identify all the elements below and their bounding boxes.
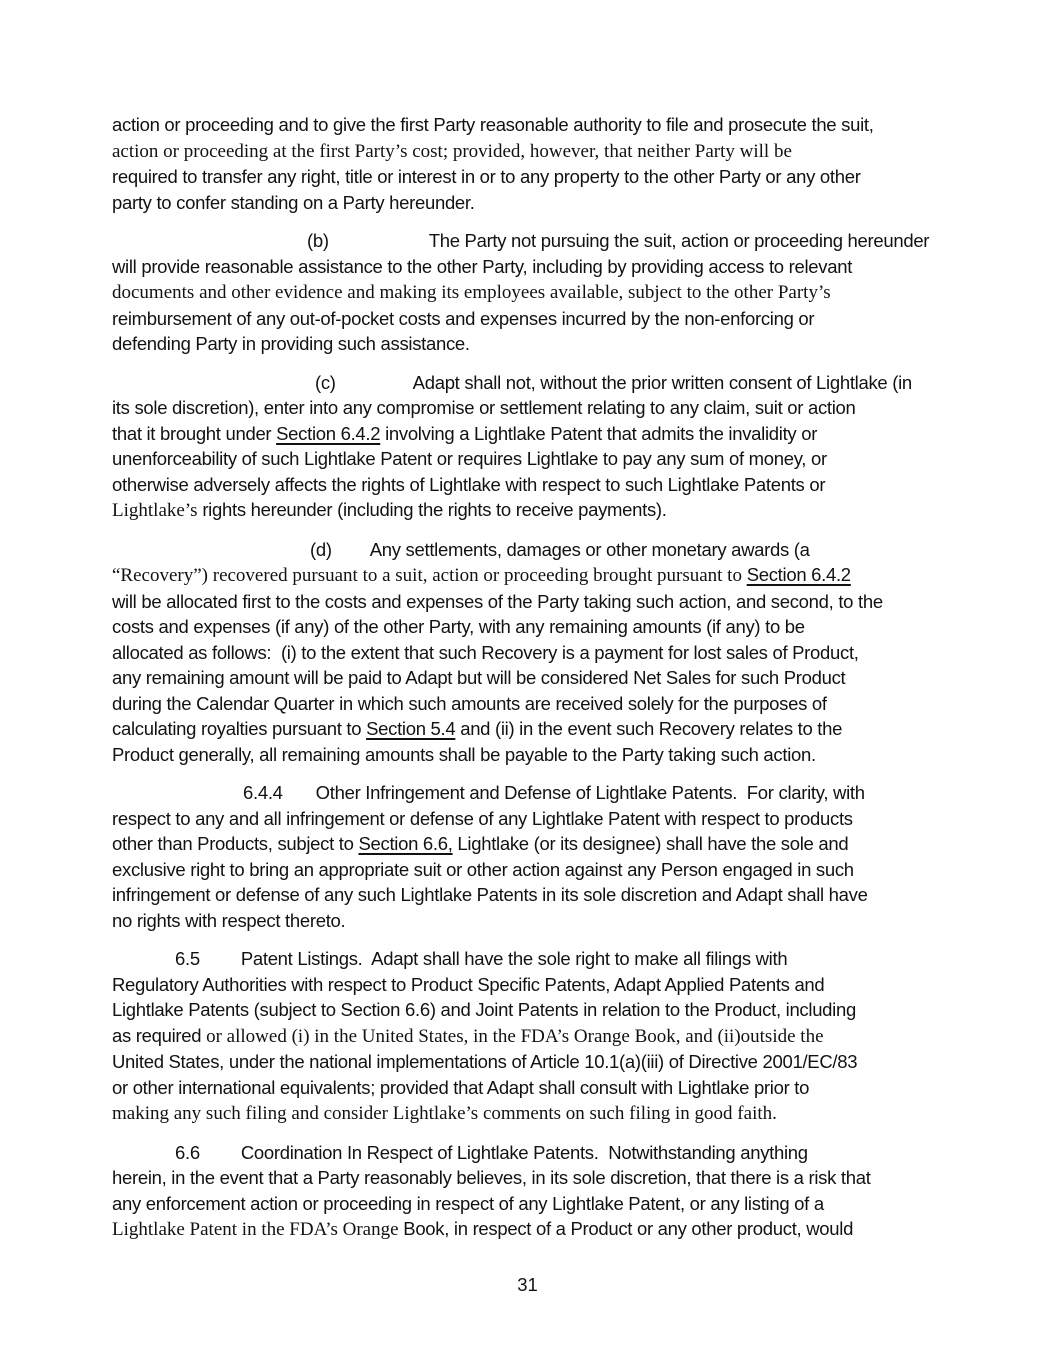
text-line (112, 1023, 962, 1050)
text-run: action or proceeding and to give the first Party reasonable authority to file and prosecute the suit, (112, 114, 874, 135)
tab-spacer (112, 388, 315, 389)
text-run: required to transfer any right, title or interest in or to any property to the other Party or any other (112, 166, 861, 187)
tab-spacer (332, 555, 370, 556)
text-run: infringement or defense of any such Lightlake Patents in its sole discretion and Adapt shall have (112, 884, 868, 905)
text-line (112, 831, 962, 857)
text-line (112, 497, 962, 524)
text-line (112, 164, 962, 190)
text-run: costs and expenses (if any) of the other Party, with any remaining amounts (if any) to be (112, 616, 805, 637)
paragraph (112, 537, 962, 768)
text-line (112, 254, 962, 280)
text-run: defending Party in providing such assistance. (112, 333, 470, 354)
text-run: 6.6 (175, 1141, 200, 1163)
text-line (112, 1075, 962, 1101)
text-run: unenforceability of such Lightlake Patent or requires Lightlake to pay any sum of money, or (112, 448, 827, 469)
section-reference: Section 6.4.2 (276, 422, 381, 444)
text-run: United States, under the national implementations of Article 10.1(a)(iii) of Directive 2001/EC/83 (112, 1051, 858, 1072)
text-line (112, 138, 962, 165)
paragraph (112, 1140, 962, 1243)
text-line (112, 665, 962, 691)
text-line (112, 1216, 962, 1243)
text-line (112, 537, 962, 563)
tab-spacer (112, 246, 307, 247)
text-line (112, 691, 962, 717)
text-line (112, 806, 962, 832)
text-run: otherwise adversely affects the rights of Lightlake with respect to such Lightlake Patents or (112, 473, 826, 495)
text-run: or other international equivalents; provided that Adapt shall consult with Lightlake prior to (112, 1076, 810, 1098)
text-run: will be allocated first to the costs and expenses of the Party taking such action, and second, to the (112, 590, 883, 612)
text-run: Patent Listings. Adapt shall have the sole right to make all filings with (240, 948, 788, 969)
text-run: no rights with respect thereto. (112, 909, 346, 931)
text-run: exclusive right to bring an appropriate suit or other action against any Person engaged in such (112, 858, 854, 880)
text-line (112, 614, 962, 640)
text-line (112, 190, 962, 216)
text-run: Lightlake’s (112, 500, 198, 521)
text-line (112, 331, 962, 357)
text-run: and (ii) in the event such Recovery relates to the (455, 718, 843, 739)
text-run: The Party not pursuing the suit, action or proceeding hereunder (428, 230, 930, 251)
text-line (112, 421, 962, 447)
text-line (112, 589, 962, 615)
text-run: reimbursement of any out-of-pocket costs and expenses incurred by the non-enforcing or (112, 307, 815, 329)
paragraph (112, 228, 962, 357)
text-run: respect to any and all infringement or defense of any Lightlake Patent with respect to products (112, 807, 853, 829)
text-run: party to confer standing on a Party hereunder. (112, 191, 475, 213)
text-line (112, 306, 962, 332)
text-run: as required (112, 1024, 207, 1046)
text-line (112, 228, 962, 254)
text-run: making any such filing and consider Lightlake’s comments on such filing in good faith. (112, 1103, 777, 1124)
text-line (112, 742, 962, 768)
text-run: Lightlake Patent in the FDA’s Orange (112, 1219, 404, 1240)
text-line (112, 882, 962, 908)
text-line (112, 1140, 962, 1166)
text-line (112, 780, 962, 806)
text-run: any remaining amount will be paid to Adapt but will be considered Net Sales for such Product (112, 667, 846, 688)
text-line (112, 1049, 962, 1075)
tab-spacer (112, 964, 175, 965)
tab-spacer (112, 798, 243, 799)
text-line (112, 946, 962, 972)
text-line (112, 640, 962, 666)
text-run: Adapt shall not, without the prior written consent of Lightlake (in (412, 371, 912, 393)
text-run: that it brought under (112, 422, 277, 444)
text-run: or allowed (i) in the United States, in the FDA’s Orange Book, and (ii)outside the (206, 1025, 824, 1047)
paragraph (112, 370, 962, 524)
text-line (112, 562, 962, 589)
text-run: Product generally, all remaining amounts shall be payable to the Party taking such action. (112, 743, 816, 765)
page-number: 31 (517, 1274, 538, 1295)
text-run: 6.5 (175, 948, 200, 969)
text-run: Lightlake (or its designee) shall have the sole and (452, 833, 849, 854)
text-run: calculating royalties pursuant to (112, 718, 367, 739)
paragraph (112, 112, 962, 215)
text-line (112, 997, 962, 1023)
text-run: Other Infringement and Defense of Lightlake Patents. For clarity, with (315, 782, 865, 803)
text-run: (d) (310, 538, 332, 560)
text-run: (c) (315, 371, 336, 393)
paragraph (112, 780, 962, 933)
tab-spacer (329, 246, 429, 247)
text-line (112, 1165, 962, 1191)
text-run: its sole discretion), enter into any compromise or settlement relating to any claim, suit or action (112, 397, 856, 418)
text-run: other than Products, subject to (112, 833, 359, 854)
text-line (112, 112, 962, 138)
tab-spacer (283, 798, 316, 799)
text-run: “Recovery”) recovered pursuant to a suit, action or proceeding brought pursuant to (112, 565, 747, 586)
text-line (112, 1100, 962, 1127)
text-line (112, 1191, 962, 1217)
document-body (112, 112, 962, 1256)
section-reference: Section 6.6, (358, 833, 453, 854)
text-run: Regulatory Authorities with respect to Product Specific Patents, Adapt Applied Patents and (112, 973, 825, 995)
paragraph (112, 946, 962, 1127)
tab-spacer (200, 1158, 241, 1159)
text-run: during the Calendar Quarter in which such amounts are received solely for the purposes of (112, 692, 827, 714)
text-run: Book, in respect of a Product or any other product, would (403, 1218, 854, 1239)
text-line (112, 472, 962, 498)
tab-spacer (112, 1158, 175, 1159)
text-run: Coordination In Respect of Lightlake Patents. Notwithstanding anything (240, 1141, 808, 1163)
section-reference: Section 5.4 (366, 718, 456, 739)
tab-spacer (112, 555, 310, 556)
text-run: (b) (307, 230, 329, 251)
text-run: Any settlements, damages or other monetary awards (a (369, 538, 810, 560)
text-line (112, 279, 962, 306)
text-line (112, 972, 962, 998)
text-run: herein, in the event that a Party reasonably believes, in its sole discretion, that there is a risk that (112, 1167, 871, 1188)
tab-spacer (336, 388, 413, 389)
text-line (112, 857, 962, 883)
text-run: 6.4.4 (243, 782, 283, 803)
text-run: Lightlake Patents (subject to Section 6.6) and Joint Patents in relation to the Product, including (112, 999, 856, 1020)
text-run: action or proceeding at the first Party’s cost; provided, however, that neither Party will be (112, 140, 792, 162)
text-run: involving a Lightlake Patent that admits the invalidity or (380, 422, 818, 444)
text-line (112, 716, 962, 742)
text-line (112, 370, 962, 396)
text-run: documents and other evidence and making its employees available, subject to the other Party’s (112, 282, 831, 303)
text-run: rights hereunder (including the rights to receive payments). (197, 499, 667, 520)
tab-spacer (200, 964, 241, 965)
section-reference: Section 6.4.2 (746, 564, 851, 585)
text-run: any enforcement action or proceeding in respect of any Lightlake Patent, or any listing of a (112, 1192, 824, 1214)
text-line (112, 908, 962, 934)
text-run: will provide reasonable assistance to the other Party, including by providing access to relevant (112, 255, 853, 277)
text-line (112, 446, 962, 472)
text-line (112, 395, 962, 421)
text-run: allocated as follows: (i) to the extent that such Recovery is a payment for lost sales of Product, (112, 641, 859, 663)
